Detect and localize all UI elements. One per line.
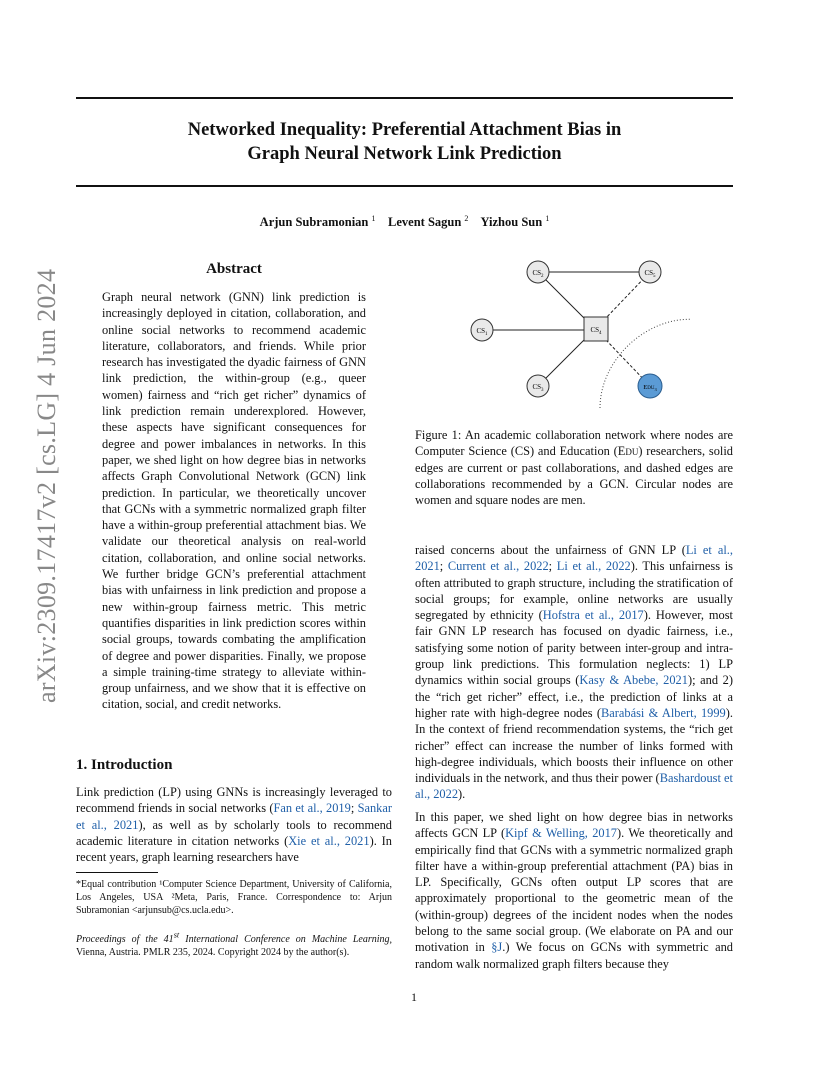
- svg-text:EDU3: $EDU_3$: [643, 384, 657, 392]
- paper-title: [76, 118, 733, 166]
- page-number: 1: [411, 990, 417, 1004]
- right-column-paragraph-1: [415, 542, 733, 803]
- citation-link[interactable]: Current et al., 2022: [447, 559, 549, 574]
- proceedings-text: Proceedings of the 41: [76, 934, 174, 946]
- author-affiliation: 2: [464, 214, 469, 223]
- figure-caption: [415, 427, 733, 508]
- body-text: ). We theoretically and empirically find that GCNs with a symmetric normalized graph filter have a within-group preferential attachment (PA) bias in LP. Specifically, GCNs often output LP scores that are approximately proportional to the geometric mean of the (within-group) degrees of the incident nodes when the nodes belong to the same social group. (We elaborate on PA and our motivation in: [415, 826, 734, 955]
- citation-link[interactable]: Kipf & Welling, 2017: [505, 826, 617, 841]
- intro-text: ;: [350, 801, 358, 816]
- body-text: ).: [458, 787, 466, 802]
- intro-paragraph: [76, 784, 392, 865]
- intro-text: ). In recent years, graph learning researchers have: [76, 833, 392, 865]
- citation-link[interactable]: Kasy & Abebe, 2021: [579, 673, 688, 688]
- citation-link[interactable]: Barabási & Albert, 1999: [601, 705, 726, 720]
- author-affiliation: 1: [371, 214, 376, 223]
- svg-text:CS2: $CS_2$: [532, 269, 544, 279]
- proceedings-sup: st: [173, 931, 180, 940]
- caption-edu: Edu: [617, 444, 639, 459]
- proceedings-note: [76, 929, 392, 959]
- proceedings-rest: , Vienna, Austria. PMLR 235, 2024. Copyright 2024 by the author(s).: [76, 934, 393, 959]
- intro-text: ), as well as by scholarly tools to recommend academic literature in citation networks (: [76, 817, 393, 848]
- footnote: *Equal contribution ¹Computer Science Department, University of California, Los Angeles, USA ²Meta, Paris, France. Correspondence to: Arjun Subramonian <arjunsub@cs.ucla.edu>.: [76, 879, 392, 916]
- author-list: [76, 214, 733, 230]
- section-link[interactable]: §J: [491, 940, 503, 955]
- collaboration-network-figure: [460, 258, 690, 408]
- body-text: ). However, most fair GNN LP research has focused on dyadic fairness, i.e., satisfying some notion of parity between inter-group and intra-group link predictions. This formulation neglects: 1) LP dynamics within social groups (: [415, 608, 733, 688]
- author-affiliation: 1: [545, 214, 550, 223]
- node-cs5: [639, 261, 661, 283]
- footnote-rule: [76, 872, 158, 873]
- body-text: ). In the context of friend recommendation systems, the “rich get richer” effect can increase the number of links formed with high-degree individuals, which boosts their influence on other individuals in the network, and thus their power (: [415, 705, 733, 786]
- author-name: Levent Sagun: [388, 215, 462, 230]
- citation-link[interactable]: Li et al., 2022: [556, 559, 631, 574]
- section-heading-introduction: 1. Introduction: [76, 757, 173, 773]
- title-line-2: Graph Neural Network Link Prediction: [247, 144, 562, 164]
- citation-link[interactable]: Bashardoust et al., 2022: [415, 771, 733, 802]
- abstract-text: Graph neural network (GNN) link prediction is increasingly deployed in citation, collaboration, and online social networks to recommend academic literature, collaborators, and friends. While prior research has investigated the dyadic fairness of GNN link prediction, the within-group (e.g., queer women) fairness and “rich get richer” dynamics of link prediction remain underexplored. However, these aspects have significant consequences for degree and power imbalances in networks. In this paper, we shed light on how degree bias in networks affects Graph Convolutional Network (GCN) link prediction. In particular, we theoretically uncover that GCNs with a symmetric normalized graph filter have a within-group preferential attachment bias. We validate our theoretical analysis on real-world citation, collaboration, and online social networks. We further bridge GCN’s preferential attachment bias with unfairness in link prediction and propose a new within-group fairness metric. This metric quantifies disparities in link prediction scores within social groups, towards combating the amplification of degree and power disparities. Finally, we propose a simple training-time strategy to alleviate within-group unfairness, and we show that it is effective on citation, social, and credit networks.: [102, 290, 366, 712]
- arxiv-identifier: arXiv:2309.17417v2 [cs.LG] 4 Jun 2024: [32, 268, 61, 703]
- citation-link[interactable]: Sankar et al., 2021: [76, 801, 392, 832]
- citation-link[interactable]: Fan et al., 2019: [273, 801, 351, 816]
- citation-link[interactable]: Xie et al., 2021: [288, 833, 370, 848]
- body-text: ;: [439, 559, 448, 574]
- caption-text: ) researchers, solid edges are current or past collaborations, and dashed edges are collaborations recommended by a GCN. Circular nodes are women and square nodes are men.: [415, 444, 734, 508]
- citation-link[interactable]: Li et al., 2021: [415, 543, 733, 574]
- title-bottom-rule: [76, 185, 733, 187]
- top-rule: [76, 97, 733, 99]
- body-text: .) We focus on GCNs with symmetric and random walk normalized graph filters because they: [415, 940, 733, 971]
- author-name: Yizhou Sun: [480, 215, 543, 230]
- body-text: ;: [548, 559, 557, 574]
- title-line-1: Networked Inequality: Preferential Attachment Bias in: [187, 120, 622, 140]
- proceedings-venue: International Conference on Machine Learning: [179, 934, 390, 946]
- svg-text:CS1: $CS_1$: [476, 327, 488, 337]
- caption-text: Figure 1: An academic collaboration network where nodes are Computer Science (CS) and Education (: [415, 428, 733, 459]
- svg-text:CS3: $CS_3$: [532, 383, 544, 393]
- node-cs1: [471, 319, 493, 341]
- node-cs3: [527, 375, 549, 397]
- svg-text:CS5: $CS_5$: [644, 269, 656, 279]
- body-text: In this paper, we shed light on how degree bias in networks affects GCN LP (: [415, 810, 733, 841]
- svg-text:CS4: $CS_4$: [590, 326, 602, 336]
- body-text: raised concerns about the unfairness of GNN LP (: [415, 543, 686, 557]
- author-name: Arjun Subramonian: [259, 215, 369, 230]
- body-text: ); and 2) the “rich get richer” effect, i.e., the prediction of links at a higher rate with high-degree nodes (: [415, 673, 733, 720]
- intro-text: Link prediction (LP) using GNNs is increasingly leveraged to recommend friends in social networks (: [76, 785, 392, 816]
- node-edu3: [638, 374, 662, 398]
- abstract-heading: Abstract: [206, 261, 262, 277]
- node-cs4: [584, 317, 608, 341]
- body-text: ). This unfairness is often attributed to graph structure, including the stratification of social groups; for example, online networks are usually segregated by ethnicity (: [415, 559, 733, 623]
- node-cs2: [527, 261, 549, 283]
- right-column-paragraph-2: [415, 809, 733, 972]
- citation-link[interactable]: Hofstra et al., 2017: [542, 608, 644, 623]
